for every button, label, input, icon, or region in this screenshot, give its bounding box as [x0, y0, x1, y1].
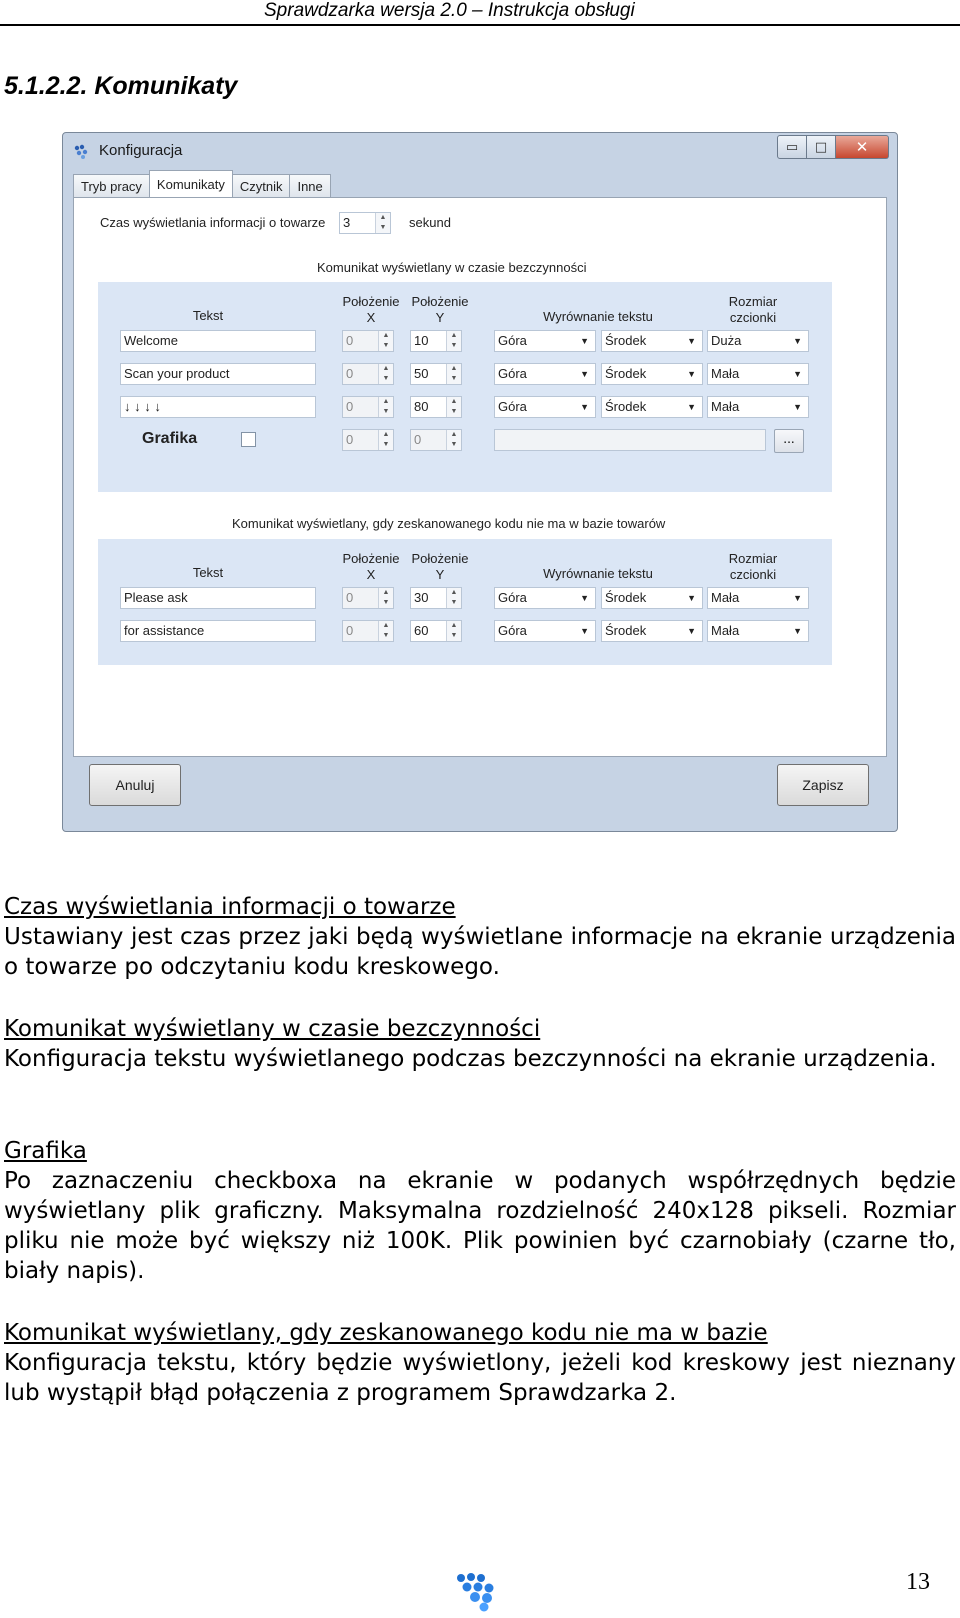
col-align-header: Wyrównanie tekstu: [543, 309, 653, 324]
page-header: [0, 0, 960, 26]
chevron-down-icon: ▼: [580, 336, 589, 346]
col-size-header-2: czcionki: [729, 310, 777, 325]
paragraph-unknown-code: [4, 1318, 956, 1408]
idle-y-spinner[interactable]: 80 ▲ ▼: [410, 396, 462, 418]
col-y-header-2: Y: [435, 310, 445, 325]
chevron-down-icon: ▼: [580, 626, 589, 636]
paragraph-heading: Komunikat wyświetlany, gdy zeskanowanego kodu nie ma w bazie: [4, 1320, 768, 1346]
col-text-header: Tekst: [192, 565, 224, 580]
chevron-down-icon: ▼: [793, 593, 802, 603]
unknown-group-caption: Komunikat wyświetlany, gdy zeskanowanego kodu nie ma w bazie towarów: [232, 516, 666, 531]
col-y-header-1: Położenie: [411, 294, 469, 309]
paragraph-heading: Grafika: [4, 1138, 87, 1164]
unknown-valign-combo[interactable]: Góra ▼: [494, 587, 596, 609]
window-controls: [777, 135, 889, 157]
col-y-header-2: Y: [435, 567, 445, 582]
idle-halign-combo[interactable]: Środek ▼: [601, 363, 703, 385]
chevron-down-icon: ▼: [687, 593, 696, 603]
graphic-y-spinner[interactable]: 0 ▲ ▼: [410, 429, 462, 451]
idle-size-combo[interactable]: Duża ▼: [707, 330, 809, 352]
unknown-x-spinner[interactable]: 0 ▲ ▼: [342, 620, 394, 642]
unknown-halign-combo[interactable]: Środek ▼: [601, 587, 703, 609]
idle-size-combo[interactable]: Mała ▼: [707, 363, 809, 385]
paragraph-display-time: [4, 892, 956, 982]
spinner-arrows-icon[interactable]: ▲ ▼: [446, 331, 461, 351]
window-titlebar: [63, 133, 897, 171]
chevron-down-icon: ▼: [687, 402, 696, 412]
chevron-down-icon: ▼: [580, 402, 589, 412]
config-window: [62, 132, 898, 832]
col-x-header-1: Położenie: [342, 294, 400, 309]
idle-valign-combo[interactable]: Góra ▼: [494, 363, 596, 385]
idle-x-spinner[interactable]: 0 ▲ ▼: [342, 396, 394, 418]
unknown-text-field[interactable]: Please ask: [120, 587, 316, 609]
idle-size-combo[interactable]: Mała ▼: [707, 396, 809, 418]
idle-halign-combo[interactable]: Środek ▼: [601, 396, 703, 418]
graphic-checkbox[interactable]: [241, 432, 256, 447]
spinner-arrows-icon[interactable]: ▲ ▼: [446, 621, 461, 641]
col-x-header-2: X: [366, 567, 376, 582]
display-time-label: Czas wyświetlania informacji o towarze: [100, 215, 326, 230]
col-size-header-1: Rozmiar: [728, 294, 778, 309]
company-logo-icon: [455, 1572, 507, 1612]
idle-x-spinner[interactable]: 0 ▲ ▼: [342, 330, 394, 352]
tab-czytnik[interactable]: Czytnik: [232, 174, 291, 197]
tab-inne[interactable]: Inne: [289, 174, 330, 197]
graphic-label: Grafika: [142, 430, 198, 447]
idle-valign-combo[interactable]: Góra ▼: [494, 330, 596, 352]
spinner-arrows-icon[interactable]: ▲ ▼: [446, 397, 461, 417]
idle-y-spinner[interactable]: 50 ▲ ▼: [410, 363, 462, 385]
spinner-arrows-icon[interactable]: ▲ ▼: [446, 430, 461, 450]
page-number: 13: [906, 1569, 930, 1595]
idle-text-field[interactable]: Scan your product: [120, 363, 316, 385]
graphic-x-spinner[interactable]: 0 ▲ ▼: [342, 429, 394, 451]
paragraph-heading: Komunikat wyświetlany w czasie bezczynności: [4, 1016, 541, 1042]
app-icon: [73, 143, 91, 161]
paragraph-text: Ustawiany jest czas przez jaki będą wyświetlane informacje na ekranie urządzenia o towarze po odczytaniu kodu kreskowego.: [4, 924, 956, 980]
spinner-arrows-icon[interactable]: ▲ ▼: [378, 331, 393, 351]
col-size-header-1: Rozmiar: [728, 551, 778, 566]
tab-tryb-pracy[interactable]: Tryb pracy: [73, 174, 150, 197]
maximize-icon[interactable]: □: [807, 135, 836, 159]
chevron-down-icon: ▼: [793, 369, 802, 379]
col-x-header-1: Położenie: [342, 551, 400, 566]
save-button[interactable]: Zapisz: [777, 764, 869, 806]
spinner-arrows-icon[interactable]: ▲ ▼: [446, 588, 461, 608]
minimize-icon[interactable]: ▭: [777, 135, 807, 159]
chevron-down-icon: ▼: [793, 626, 802, 636]
paragraph-heading: Czas wyświetlania informacji o towarze: [4, 894, 456, 920]
idle-text-field[interactable]: ↓ ↓ ↓ ↓: [120, 396, 316, 418]
unknown-halign-combo[interactable]: Środek ▼: [601, 620, 703, 642]
idle-valign-combo[interactable]: Góra ▼: [494, 396, 596, 418]
chevron-down-icon: ▼: [580, 369, 589, 379]
unknown-y-spinner[interactable]: 30 ▲ ▼: [410, 587, 462, 609]
display-time-unit: sekund: [409, 215, 451, 230]
col-align-header: Wyrównanie tekstu: [543, 566, 653, 581]
idle-x-spinner[interactable]: 0 ▲ ▼: [342, 363, 394, 385]
unknown-text-field[interactable]: for assistance: [120, 620, 316, 642]
idle-halign-combo[interactable]: Środek ▼: [601, 330, 703, 352]
unknown-size-combo[interactable]: Mała ▼: [707, 620, 809, 642]
tab-panel-komunikaty: [73, 197, 887, 757]
chevron-down-icon: ▼: [580, 593, 589, 603]
unknown-size-combo[interactable]: Mała ▼: [707, 587, 809, 609]
chevron-down-icon: ▼: [793, 336, 802, 346]
browse-button[interactable]: ...: [774, 429, 804, 453]
spinner-arrows-icon[interactable]: ▲ ▼: [375, 213, 390, 233]
tab-bar: [73, 171, 330, 197]
chevron-down-icon: ▼: [687, 626, 696, 636]
spinner-arrows-icon[interactable]: ▲ ▼: [378, 430, 393, 450]
unknown-valign-combo[interactable]: Góra ▼: [494, 620, 596, 642]
spinner-arrows-icon[interactable]: ▲ ▼: [378, 588, 393, 608]
idle-y-spinner[interactable]: 10 ▲ ▼: [410, 330, 462, 352]
paragraph-idle-message: [4, 1014, 956, 1074]
spinner-arrows-icon[interactable]: ▲ ▼: [446, 364, 461, 384]
paragraph-text: Konfiguracja tekstu, który będzie wyświetlony, jeżeli kod kreskowy jest nieznany lub wystąpił błąd połączenia z programem Sprawdzarka 2.: [4, 1350, 956, 1406]
col-size-header-2: czcionki: [729, 567, 777, 582]
spinner-arrows-icon[interactable]: ▲ ▼: [378, 364, 393, 384]
col-y-header-1: Położenie: [411, 551, 469, 566]
spinner-arrows-icon[interactable]: ▲ ▼: [378, 621, 393, 641]
header-text: Sprawdzarka wersja 2.0 – Instrukcja obsługi: [264, 0, 635, 21]
chevron-down-icon: ▼: [793, 402, 802, 412]
chevron-down-icon: ▼: [687, 336, 696, 346]
paragraph-text: Po zaznaczeniu checkboxa na ekranie w podanych współrzędnych będzie wyświetlany plik graficzny. Maksymalna rozdzielność 240x128 pikseli. Rozmiar pliku nie może być większy niż 100K. Plik powinien być czarnobiały (czarne tło, biały napis).: [4, 1168, 956, 1284]
idle-group: [98, 282, 832, 492]
display-time-spinner[interactable]: 3 ▲ ▼: [339, 212, 391, 234]
col-x-header-2: X: [366, 310, 376, 325]
idle-text-field[interactable]: Welcome: [120, 330, 316, 352]
unknown-x-spinner[interactable]: 0 ▲ ▼: [342, 587, 394, 609]
unknown-y-spinner[interactable]: 60 ▲ ▼: [410, 620, 462, 642]
window-title: Konfiguracja: [99, 142, 183, 159]
idle-group-caption: Komunikat wyświetlany w czasie bezczynności: [317, 260, 587, 275]
spinner-arrows-icon[interactable]: ▲ ▼: [378, 397, 393, 417]
chevron-down-icon: ▼: [687, 369, 696, 379]
paragraph-graphic: [4, 1136, 956, 1286]
unknown-group: [98, 539, 832, 665]
tab-komunikaty[interactable]: Komunikaty: [149, 170, 233, 197]
cancel-button[interactable]: Anuluj: [89, 764, 181, 806]
col-text-header: Tekst: [192, 308, 224, 323]
paragraph-text: Konfiguracja tekstu wyświetlanego podczas bezczynności na ekranie urządzenia.: [4, 1046, 937, 1072]
section-title: 5.1.2.2. Komunikaty: [4, 72, 238, 100]
close-icon[interactable]: ✕: [836, 135, 889, 159]
graphic-path-field[interactable]: [494, 429, 766, 451]
